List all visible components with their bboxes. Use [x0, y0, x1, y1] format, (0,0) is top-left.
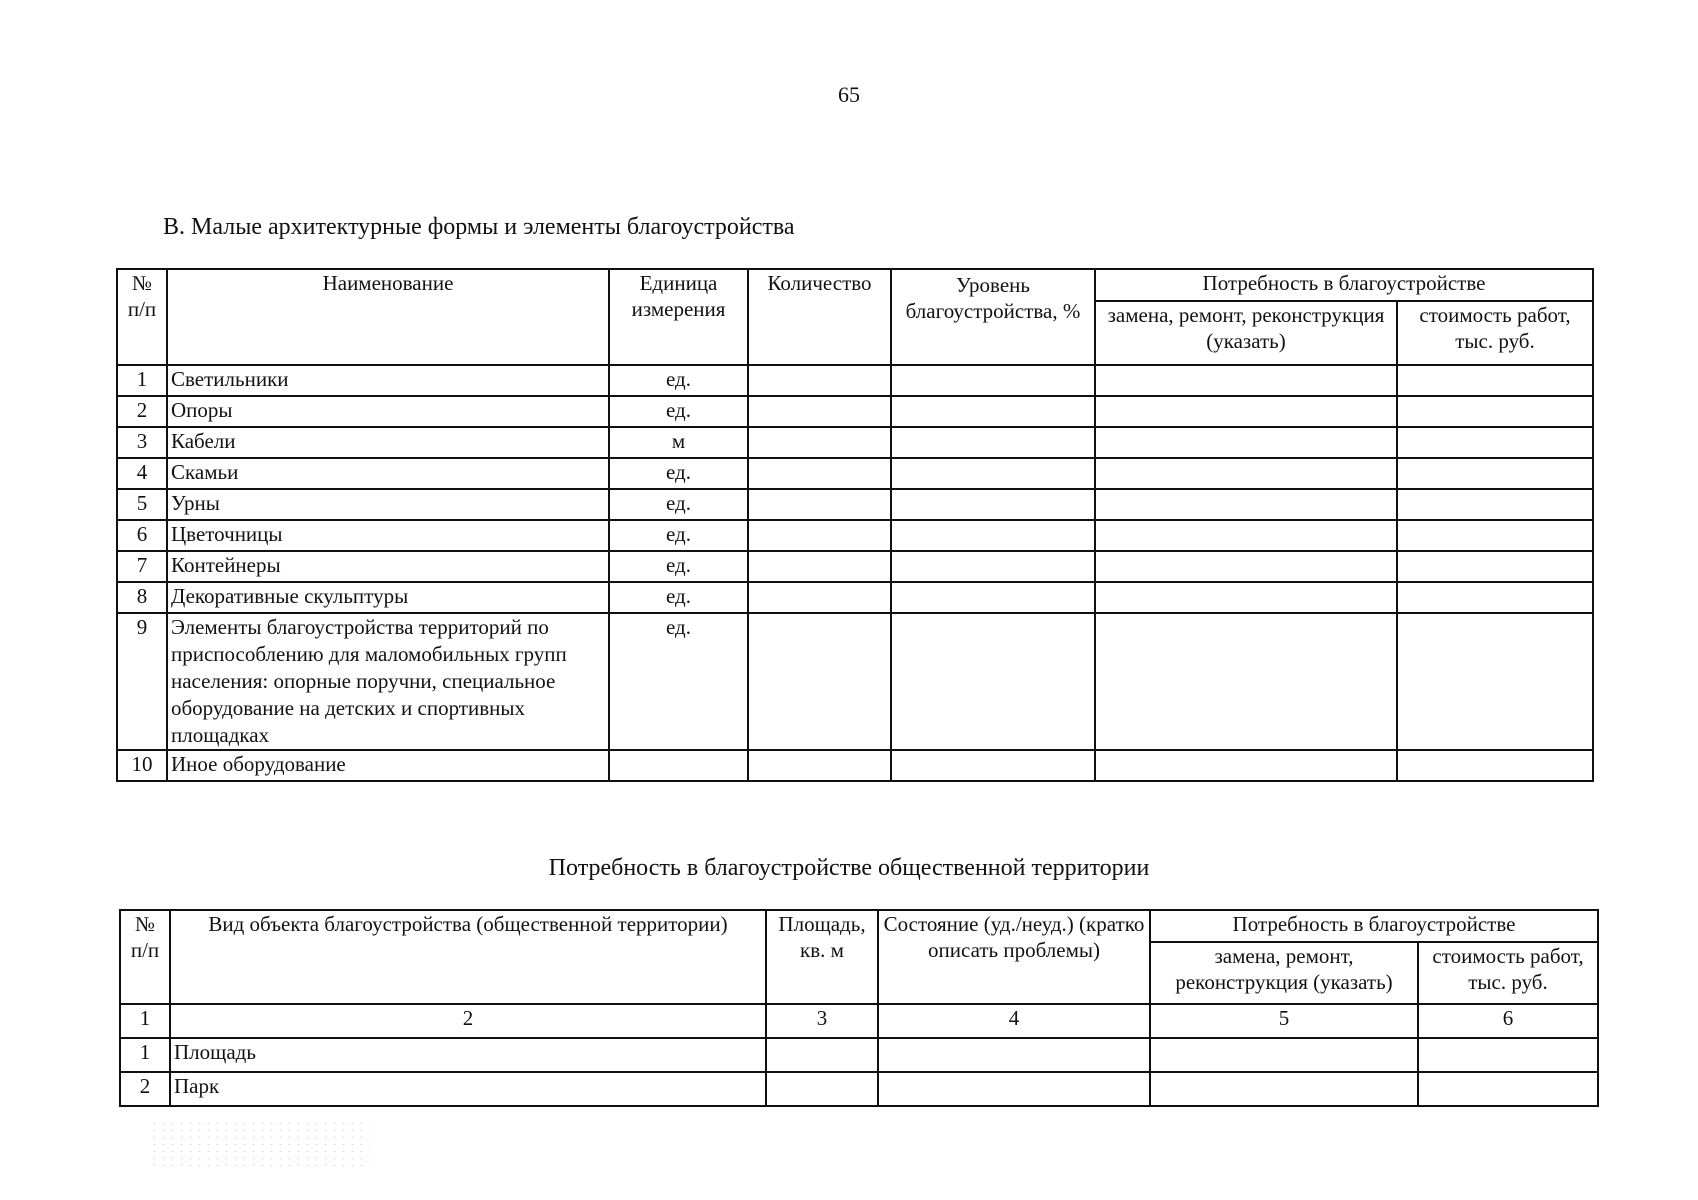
column-numbers-row [120, 1004, 1598, 1038]
row-work-cell [1150, 1038, 1418, 1072]
header-need-work: замена, ремонт, реконструкция (указать) [1150, 942, 1418, 1004]
row-num: 3 [117, 427, 167, 458]
row-work-cell [1095, 520, 1397, 551]
row-work-cell [1095, 458, 1397, 489]
row-name: Площадь [170, 1038, 766, 1072]
row-work-cell [1095, 396, 1397, 427]
row-level-cell [891, 613, 1095, 750]
header-need-work: замена, ремонт, реконструкция (указать) [1095, 301, 1397, 365]
row-name: Декоративные скульптуры [167, 582, 609, 613]
column-number: 2 [170, 1004, 766, 1038]
row-name: Опоры [167, 396, 609, 427]
header-area: Площадь, кв. м [766, 910, 878, 1004]
row-unit: ед. [609, 365, 748, 396]
row-level-cell [891, 551, 1095, 582]
column-number: 3 [766, 1004, 878, 1038]
row-name: Светильники [167, 365, 609, 396]
table-row [120, 1038, 1598, 1072]
row-num: 1 [120, 1038, 170, 1072]
row-work-cell [1095, 365, 1397, 396]
row-unit: ед. [609, 489, 748, 520]
row-cost-cell [1418, 1038, 1598, 1072]
row-qty-cell [748, 396, 891, 427]
row-name: Кабели [167, 427, 609, 458]
row-name: Цветочницы [167, 520, 609, 551]
row-unit: ед. [609, 582, 748, 613]
row-name: Парк [170, 1072, 766, 1106]
row-level-cell [891, 458, 1095, 489]
row-qty-cell [748, 365, 891, 396]
row-area-cell [766, 1038, 878, 1072]
header-need: Потребность в благоустройстве [1095, 269, 1593, 301]
row-unit: ед. [609, 396, 748, 427]
header-need-cost: стоимость работ, тыс. руб. [1397, 301, 1593, 365]
row-name: Элементы благоустройства территорий по приспособлению для маломобильных групп населения: опорные поручни, специальное оборудование на детских и спортивных площадках [167, 613, 609, 750]
table-row [117, 613, 1593, 750]
public-territory-table [119, 909, 1599, 1107]
row-cost-cell [1418, 1072, 1598, 1106]
column-number: 1 [120, 1004, 170, 1038]
row-qty-cell [748, 551, 891, 582]
row-level-cell [891, 489, 1095, 520]
column-number: 6 [1418, 1004, 1598, 1038]
row-cost-cell [1397, 427, 1593, 458]
row-num: 4 [117, 458, 167, 489]
header-need-cost: стоимость работ, тыс. руб. [1418, 942, 1598, 1004]
row-work-cell [1095, 750, 1397, 781]
row-qty-cell [748, 427, 891, 458]
table-row [117, 582, 1593, 613]
row-cost-cell [1397, 489, 1593, 520]
header-unit: Единица измерения [609, 269, 748, 365]
row-cost-cell [1397, 396, 1593, 427]
row-level-cell [891, 582, 1095, 613]
row-num: 5 [117, 489, 167, 520]
row-unit: ед. [609, 551, 748, 582]
row-work-cell [1095, 582, 1397, 613]
row-qty-cell [748, 750, 891, 781]
row-qty-cell [748, 582, 891, 613]
public-territory-title: Потребность в благоустройстве общественной территории [548, 855, 1150, 881]
row-num: 6 [117, 520, 167, 551]
row-num: 1 [117, 365, 167, 396]
row-num: 2 [120, 1072, 170, 1106]
page-number: 65 [838, 82, 860, 107]
header-num: № п/п [117, 269, 167, 365]
row-cost-cell [1397, 750, 1593, 781]
header-num: № п/п [120, 910, 170, 1004]
row-num: 8 [117, 582, 167, 613]
row-level-cell [891, 750, 1095, 781]
table-row [117, 520, 1593, 551]
row-level-cell [891, 520, 1095, 551]
row-unit: ед. [609, 520, 748, 551]
row-area-cell [766, 1072, 878, 1106]
column-number: 4 [878, 1004, 1150, 1038]
header-level: Уровень благоустройства, % [891, 269, 1095, 365]
section-b-title: В. Малые архитектурные формы и элементы благоустройства [163, 214, 795, 240]
row-num: 10 [117, 750, 167, 781]
table-row [120, 1072, 1598, 1106]
row-num: 7 [117, 551, 167, 582]
row-unit [609, 750, 748, 781]
row-state-cell [878, 1038, 1150, 1072]
row-work-cell [1150, 1072, 1418, 1106]
row-work-cell [1095, 613, 1397, 750]
table-row [117, 489, 1593, 520]
row-cost-cell [1397, 458, 1593, 489]
row-num: 9 [117, 613, 167, 750]
table-row [117, 551, 1593, 582]
row-level-cell [891, 365, 1095, 396]
row-cost-cell [1397, 520, 1593, 551]
header-state: Состояние (уд./неуд.) (кратко описать проблемы) [878, 910, 1150, 1004]
column-number: 5 [1150, 1004, 1418, 1038]
row-cost-cell [1397, 551, 1593, 582]
row-num: 2 [117, 396, 167, 427]
header-qty: Количество [748, 269, 891, 365]
row-work-cell [1095, 551, 1397, 582]
scan-noise [150, 1120, 370, 1166]
row-qty-cell [748, 613, 891, 750]
row-cost-cell [1397, 613, 1593, 750]
row-unit: ед. [609, 458, 748, 489]
header-name: Наименование [167, 269, 609, 365]
table-row [117, 396, 1593, 427]
row-level-cell [891, 427, 1095, 458]
row-cost-cell [1397, 365, 1593, 396]
row-qty-cell [748, 458, 891, 489]
table-row [117, 427, 1593, 458]
header-need: Потребность в благоустройстве [1150, 910, 1598, 942]
table-row [117, 365, 1593, 396]
row-work-cell [1095, 427, 1397, 458]
table-row [117, 750, 1593, 781]
row-name: Скамьи [167, 458, 609, 489]
row-state-cell [878, 1072, 1150, 1106]
row-work-cell [1095, 489, 1397, 520]
row-unit: ед. [609, 613, 748, 750]
row-name: Урны [167, 489, 609, 520]
row-unit: м [609, 427, 748, 458]
row-qty-cell [748, 520, 891, 551]
table-row [117, 458, 1593, 489]
row-level-cell [891, 396, 1095, 427]
header-kind: Вид объекта благоустройства (общественной территории) [170, 910, 766, 1004]
small-forms-table [116, 268, 1594, 782]
row-name: Контейнеры [167, 551, 609, 582]
row-name: Иное оборудование [167, 750, 609, 781]
row-cost-cell [1397, 582, 1593, 613]
row-qty-cell [748, 489, 891, 520]
